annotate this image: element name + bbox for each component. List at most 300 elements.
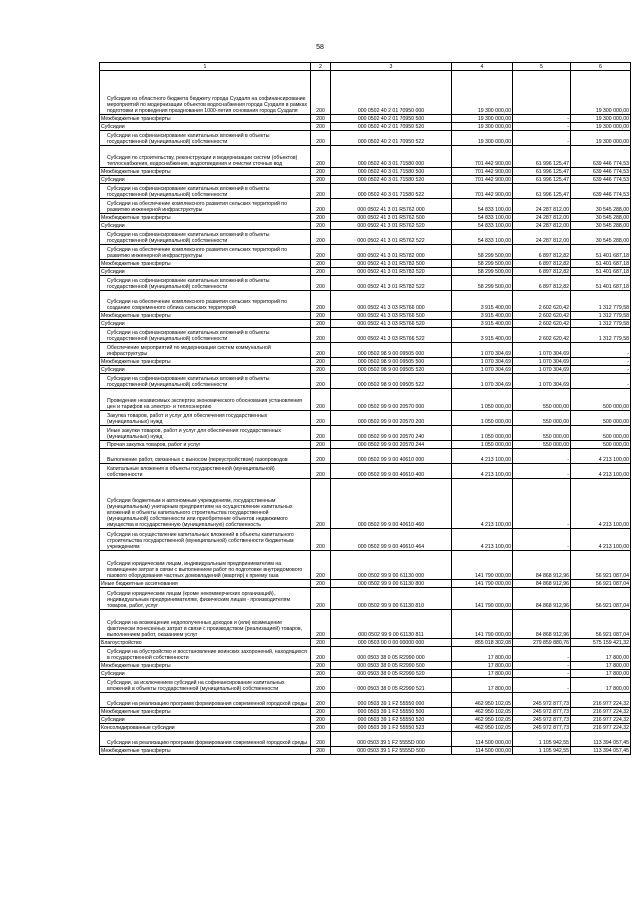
- row-admin-code: 200: [311, 291, 331, 312]
- row-approved: 701 442 900,00: [452, 176, 513, 184]
- row-approved: 701 442 900,00: [452, 184, 513, 199]
- row-executed: 61 996 125,47: [513, 168, 571, 176]
- row-name: Прочая закупка товаров, работ и услуг: [100, 441, 311, 449]
- row-approved: 4 213 100,00: [452, 529, 513, 551]
- row-name: Иные бюджетные ассигнования: [100, 580, 311, 588]
- row-name: Благоустройство: [100, 639, 311, 647]
- row-classification-code: 000 0502 41 3 03 R5766 520: [331, 320, 452, 328]
- row-approved: 1 050 000,00: [452, 411, 513, 426]
- row-executed: 550 000,00: [513, 441, 571, 449]
- row-name: Консолидированные субсидии: [100, 724, 311, 732]
- row-classification-code: 000 0502 99 9 00 61130 800: [331, 580, 452, 588]
- row-name: Субсидии на софинансирование капитальных вложений в объекты государственной (муниципальной) собственности: [100, 184, 311, 199]
- row-name: Субсидии: [100, 268, 311, 276]
- row-name: Закупка товаров, работ и услуг для обеспечения государственных (муниципальных) нужд: [100, 411, 311, 426]
- row-name: Субсидии: [100, 716, 311, 724]
- table-row: [100, 551, 631, 580]
- row-admin-code: 200: [311, 747, 331, 755]
- row-approved: 462 950 102,05: [452, 708, 513, 716]
- row-unexecuted: -: [571, 366, 631, 374]
- row-name: Субсидии на реализацию программ формирования современной городской среды: [100, 693, 311, 708]
- row-classification-code: 000 0502 40 2 01 70950 500: [331, 115, 452, 123]
- table-row: [100, 131, 631, 146]
- row-admin-code: 200: [311, 610, 331, 639]
- row-approved: 3 915 400,00: [452, 328, 513, 343]
- row-executed: -: [513, 479, 571, 529]
- row-unexecuted: 4 213 100,00: [571, 464, 631, 479]
- row-approved: 17 800,00: [452, 662, 513, 670]
- row-approved: 54 833 100,00: [452, 214, 513, 222]
- row-unexecuted: 113 394 057,45: [571, 747, 631, 755]
- row-classification-code: 000 0502 99 9 00 40610 464: [331, 529, 452, 551]
- header-col-3: 3: [331, 63, 452, 71]
- row-executed: -: [513, 464, 571, 479]
- row-classification-code: 000 0502 41 3 03 R5766 522: [331, 328, 452, 343]
- table-row: [100, 464, 631, 479]
- row-unexecuted: 500 000,00: [571, 441, 631, 449]
- row-approved: 1 070 304,69: [452, 343, 513, 358]
- row-executed: -: [513, 647, 571, 662]
- row-executed: 61 996 125,47: [513, 146, 571, 168]
- row-executed: -: [513, 662, 571, 670]
- table-row: [100, 268, 631, 276]
- row-approved: 4 213 100,00: [452, 464, 513, 479]
- header-col-6: 6: [571, 63, 631, 71]
- row-classification-code: 000 0502 41 3 03 R5766 000: [331, 291, 452, 312]
- row-executed: 2 602 620,42: [513, 328, 571, 343]
- row-unexecuted: 639 446 774,53: [571, 184, 631, 199]
- row-unexecuted: 1 312 779,58: [571, 320, 631, 328]
- row-classification-code: 000 0502 40 2 01 70950 000: [331, 71, 452, 115]
- row-unexecuted: 113 394 057,45: [571, 732, 631, 747]
- row-name: Проведение независимых экспертиз экономического обоснования установления цен и тарифов на электро- и теплоэнергию: [100, 389, 311, 411]
- row-unexecuted: 639 446 774,53: [571, 176, 631, 184]
- table-row: [100, 176, 631, 184]
- row-executed: -: [513, 123, 571, 131]
- row-classification-code: 000 0502 98 9 00 09505 520: [331, 366, 452, 374]
- table-row: [100, 115, 631, 123]
- table-row: [100, 670, 631, 678]
- row-unexecuted: 575 159 421,32: [571, 639, 631, 647]
- table-row: [100, 222, 631, 230]
- table-row: [100, 441, 631, 449]
- row-approved: 1 050 000,00: [452, 389, 513, 411]
- row-admin-code: 200: [311, 670, 331, 678]
- row-admin-code: 200: [311, 199, 331, 214]
- row-classification-code: 000 0502 99 9 00 61130 810: [331, 588, 452, 610]
- table-row: [100, 366, 631, 374]
- row-name: Субсидии бюджетным и автономным учреждениям, государственным (муниципальным) унитарным предприятиям на осуществление капитальных вложений в объекты капитального строительства государственной (муниципальной) собственности или приобретение объектов недвижимого имущества в государственную (муниципальную) собственность: [100, 479, 311, 529]
- row-admin-code: 200: [311, 168, 331, 176]
- row-unexecuted: 500 000,00: [571, 411, 631, 426]
- row-approved: 54 833 100,00: [452, 230, 513, 245]
- row-admin-code: 200: [311, 389, 331, 411]
- row-approved: 54 833 100,00: [452, 199, 513, 214]
- row-approved: 701 442 900,00: [452, 146, 513, 168]
- row-admin-code: 200: [311, 441, 331, 449]
- row-unexecuted: 19 300 000,00: [571, 123, 631, 131]
- row-name: Межбюджетные трансферты: [100, 358, 311, 366]
- row-approved: 3 915 400,00: [452, 320, 513, 328]
- table-row: [100, 358, 631, 366]
- table-row: [100, 312, 631, 320]
- row-name: Субсидии: [100, 366, 311, 374]
- row-classification-code: 000 0502 99 9 00 40610 000: [331, 449, 452, 464]
- row-approved: 4 213 100,00: [452, 479, 513, 529]
- row-name: Субсидии на осуществление капитальных вложений в объекты капитального строительства государственной (муниципальной) собственности бюджетным учреждениям: [100, 529, 311, 551]
- row-executed: 6 897 812,82: [513, 245, 571, 260]
- row-admin-code: 200: [311, 647, 331, 662]
- row-approved: 19 300 000,00: [452, 123, 513, 131]
- table-row: [100, 245, 631, 260]
- row-name: Межбюджетные трансферты: [100, 708, 311, 716]
- row-approved: 114 500 000,00: [452, 732, 513, 747]
- row-executed: 550 000,00: [513, 426, 571, 441]
- row-unexecuted: 4 213 100,00: [571, 479, 631, 529]
- row-name: Субсидии: [100, 123, 311, 131]
- row-admin-code: 200: [311, 343, 331, 358]
- row-executed: 1 070 304,69: [513, 366, 571, 374]
- table-row: [100, 320, 631, 328]
- row-executed: 245 972 877,73: [513, 724, 571, 732]
- row-approved: 462 950 102,05: [452, 693, 513, 708]
- row-classification-code: 000 0503 38 0 05 R2990 520: [331, 670, 452, 678]
- row-name: Субсидии на софинансирование капитальных вложений в объекты государственной (муниципальной) собственности: [100, 328, 311, 343]
- row-admin-code: 200: [311, 214, 331, 222]
- row-approved: 855 018 302,08: [452, 639, 513, 647]
- row-executed: 1 070 304,69: [513, 343, 571, 358]
- row-approved: 54 833 100,00: [452, 222, 513, 230]
- row-executed: 2 602 620,42: [513, 312, 571, 320]
- table-row: [100, 343, 631, 358]
- row-classification-code: 000 0503 00 0 00 00000 000: [331, 639, 452, 647]
- row-name: Субсидия по строительству, реконструкции и модернизации систем (объектов) теплоснабжения, водоснабжения, водоотведения и очистки сточных вод: [100, 146, 311, 168]
- row-executed: -: [513, 449, 571, 464]
- row-unexecuted: 56 921 087,04: [571, 580, 631, 588]
- row-unexecuted: 216 977 224,32: [571, 708, 631, 716]
- row-approved: 1 070 304,69: [452, 358, 513, 366]
- row-unexecuted: 17 800,00: [571, 670, 631, 678]
- row-classification-code: 000 0502 41 3 01 R5782 500: [331, 260, 452, 268]
- row-classification-code: 000 0502 98 9 00 09505 522: [331, 374, 452, 389]
- row-admin-code: 200: [311, 176, 331, 184]
- row-executed: 24 287 812,00: [513, 199, 571, 214]
- table-row: [100, 449, 631, 464]
- row-approved: 17 800,00: [452, 670, 513, 678]
- row-approved: 17 800,00: [452, 647, 513, 662]
- row-name: Субсидии на возмещение недополученных доходов и (или) возмещение фактически понесенных затрат в связи с производством (реализацией) товаров, выполнением работ, оказанием услуг: [100, 610, 311, 639]
- row-approved: 462 950 102,05: [452, 716, 513, 724]
- row-unexecuted: 17 800,00: [571, 678, 631, 693]
- row-admin-code: 200: [311, 146, 331, 168]
- row-admin-code: 200: [311, 588, 331, 610]
- budget-table: [99, 62, 631, 755]
- row-classification-code: 000 0502 41 3 01 R5762 522: [331, 230, 452, 245]
- row-name: Выполнение работ, связанных с выносом (переустройством) газопроводов: [100, 449, 311, 464]
- row-name: Субсидии на софинансирование капитальных вложений в объекты государственной (муниципальной) собственности: [100, 276, 311, 291]
- row-unexecuted: 639 446 774,53: [571, 146, 631, 168]
- row-classification-code: 000 0502 40 3 01 71580 522: [331, 184, 452, 199]
- row-executed: 245 972 877,73: [513, 693, 571, 708]
- row-classification-code: 000 0503 39 1 F2 55550 523: [331, 724, 452, 732]
- row-admin-code: 200: [311, 230, 331, 245]
- row-executed: 1 070 304,69: [513, 358, 571, 366]
- table-row: [100, 123, 631, 131]
- row-executed: -: [513, 529, 571, 551]
- row-admin-code: 200: [311, 358, 331, 366]
- row-name: Субсидии на софинансирование капитальных вложений в объекты государственной (муниципальной) собственности: [100, 131, 311, 146]
- row-executed: 61 996 125,47: [513, 176, 571, 184]
- row-unexecuted: 216 977 224,32: [571, 724, 631, 732]
- row-name: Субсидии: [100, 320, 311, 328]
- row-admin-code: 200: [311, 449, 331, 464]
- row-name: Субсидии юридическим лицам, индивидуальным предпринимателям на возмещение затрат в связи с выполнением работ по подготовке внутридомового газового оборудования частных домовладений (квартир) к приему газа: [100, 551, 311, 580]
- row-unexecuted: 4 213 100,00: [571, 449, 631, 464]
- row-classification-code: 000 0503 38 0 05 R2990 500: [331, 662, 452, 670]
- header-col-2: 2: [311, 63, 331, 71]
- table-row: [100, 260, 631, 268]
- row-executed: 550 000,00: [513, 389, 571, 411]
- table-row: [100, 693, 631, 708]
- row-admin-code: 200: [311, 411, 331, 426]
- row-approved: 462 950 102,05: [452, 724, 513, 732]
- row-admin-code: 200: [311, 276, 331, 291]
- row-admin-code: 200: [311, 268, 331, 276]
- row-admin-code: 200: [311, 71, 331, 115]
- row-classification-code: 000 0502 99 9 00 61130 811: [331, 610, 452, 639]
- table-row: [100, 199, 631, 214]
- table-row: [100, 146, 631, 168]
- row-executed: -: [513, 678, 571, 693]
- row-unexecuted: 17 800,00: [571, 647, 631, 662]
- table-row: [100, 647, 631, 662]
- table-row: [100, 426, 631, 441]
- table-row: [100, 639, 631, 647]
- row-name: Субсидии на обустройство и восстановление воинских захоронений, находящихся в государственной собственности: [100, 647, 311, 662]
- row-unexecuted: 19 300 000,00: [571, 115, 631, 123]
- row-unexecuted: 1 312 779,58: [571, 328, 631, 343]
- table-row: [100, 71, 631, 115]
- row-classification-code: 000 0503 39 1 F2 55550 520: [331, 716, 452, 724]
- table-row: [100, 708, 631, 716]
- row-classification-code: 000 0502 99 9 00 20570 244: [331, 441, 452, 449]
- row-admin-code: 200: [311, 320, 331, 328]
- row-executed: 550 000,00: [513, 411, 571, 426]
- row-admin-code: 200: [311, 464, 331, 479]
- row-admin-code: 200: [311, 115, 331, 123]
- row-executed: 6 897 812,82: [513, 276, 571, 291]
- row-classification-code: 000 0502 40 3 01 71580 500: [331, 168, 452, 176]
- row-executed: 245 972 877,73: [513, 708, 571, 716]
- row-unexecuted: 1 312 779,58: [571, 312, 631, 320]
- row-name: Обеспечение мероприятий по модернизации систем коммунальной инфраструктуры: [100, 343, 311, 358]
- row-name: Субсидии юридическим лицам (кроме некоммерческих организаций), индивидуальным предпринимателям, физическим лицам - производителям товаров, работ, услуг: [100, 588, 311, 610]
- table-row: [100, 184, 631, 199]
- row-admin-code: 200: [311, 260, 331, 268]
- row-unexecuted: -: [571, 343, 631, 358]
- row-name: Субсидии на софинансирование капитальных вложений в объекты государственной (муниципальной) собственности: [100, 230, 311, 245]
- page-number: 58: [316, 44, 324, 51]
- row-unexecuted: 30 545 288,00: [571, 214, 631, 222]
- row-classification-code: 000 0502 40 3 01 71580 000: [331, 146, 452, 168]
- row-classification-code: 000 0502 41 3 01 R5782 000: [331, 245, 452, 260]
- row-unexecuted: 500 000,00: [571, 389, 631, 411]
- row-executed: 2 602 620,42: [513, 320, 571, 328]
- row-executed: 279 859 880,76: [513, 639, 571, 647]
- row-unexecuted: 30 545 288,00: [571, 230, 631, 245]
- row-name: Субсидии, за исключением субсидий на софинансирование капитальных вложений в объекты государственной (муниципальной) собственности: [100, 678, 311, 693]
- table-row: [100, 479, 631, 529]
- row-name: Межбюджетные трансферты: [100, 312, 311, 320]
- row-executed: 84 868 912,96: [513, 610, 571, 639]
- row-classification-code: 000 0502 41 3 01 R5762 000: [331, 199, 452, 214]
- row-classification-code: 000 0502 99 9 00 61130 000: [331, 551, 452, 580]
- row-executed: 24 287 812,00: [513, 214, 571, 222]
- row-executed: 24 287 812,00: [513, 222, 571, 230]
- table-row: [100, 374, 631, 389]
- row-classification-code: 000 0503 38 0 05 R2990 521: [331, 678, 452, 693]
- header-col-5: 5: [513, 63, 571, 71]
- row-approved: 19 300 000,00: [452, 71, 513, 115]
- row-approved: 141 790 000,00: [452, 580, 513, 588]
- row-classification-code: 000 0502 99 9 00 20570 000: [331, 389, 452, 411]
- row-approved: 58 299 500,00: [452, 276, 513, 291]
- row-unexecuted: 1 312 779,58: [571, 291, 631, 312]
- row-admin-code: 200: [311, 479, 331, 529]
- table-row: [100, 580, 631, 588]
- row-admin-code: 200: [311, 312, 331, 320]
- row-approved: 701 442 900,00: [452, 168, 513, 176]
- row-unexecuted: 30 545 288,00: [571, 199, 631, 214]
- row-name: Субсидии: [100, 670, 311, 678]
- row-approved: 3 915 400,00: [452, 312, 513, 320]
- row-classification-code: 000 0502 41 3 01 R5782 520: [331, 268, 452, 276]
- row-admin-code: 200: [311, 639, 331, 647]
- row-executed: 61 996 125,47: [513, 184, 571, 199]
- table-row: [100, 389, 631, 411]
- row-admin-code: 200: [311, 551, 331, 580]
- row-name: Межбюджетные трансферты: [100, 260, 311, 268]
- row-classification-code: 000 0502 41 3 01 R5782 522: [331, 276, 452, 291]
- row-approved: 19 300 000,00: [452, 115, 513, 123]
- row-admin-code: 200: [311, 678, 331, 693]
- row-name: Субсидии на софинансирование капитальных вложений в объекты государственной (муниципальной) собственности: [100, 374, 311, 389]
- row-executed: 6 897 812,82: [513, 260, 571, 268]
- row-approved: 114 500 000,00: [452, 747, 513, 755]
- row-unexecuted: 216 977 224,32: [571, 716, 631, 724]
- row-executed: 24 287 812,00: [513, 230, 571, 245]
- row-classification-code: 000 0502 41 3 01 R5762 520: [331, 222, 452, 230]
- header-col-4: 4: [452, 63, 513, 71]
- row-executed: [513, 71, 571, 115]
- row-executed: 1 105 942,55: [513, 732, 571, 747]
- row-approved: 4 213 100,00: [452, 449, 513, 464]
- row-admin-code: 200: [311, 662, 331, 670]
- table-row: [100, 747, 631, 755]
- row-classification-code: 000 0502 40 3 01 71580 520: [331, 176, 452, 184]
- row-classification-code: 000 0503 38 0 05 R2990 000: [331, 647, 452, 662]
- row-executed: 245 972 877,73: [513, 716, 571, 724]
- row-classification-code: 000 0502 41 3 03 R5766 500: [331, 312, 452, 320]
- row-unexecuted: 4 213 100,00: [571, 529, 631, 551]
- row-name: Субсидии: [100, 176, 311, 184]
- row-name: Межбюджетные трансферты: [100, 115, 311, 123]
- header-col-1: 1: [100, 63, 311, 71]
- row-classification-code: 000 0503 39 1 F2 55550 500: [331, 708, 452, 716]
- row-admin-code: 200: [311, 732, 331, 747]
- row-approved: 17 800,00: [452, 678, 513, 693]
- row-approved: 141 790 000,00: [452, 551, 513, 580]
- row-admin-code: 200: [311, 366, 331, 374]
- row-admin-code: 200: [311, 222, 331, 230]
- row-name: Субсидии на обеспечение комплексного развития сельских территорий по созданию современного облика сельских территорий: [100, 291, 311, 312]
- row-classification-code: 000 0502 99 9 00 20570 240: [331, 426, 452, 441]
- row-classification-code: 000 0503 39 1 F2 5555D 500: [331, 747, 452, 755]
- row-classification-code: 000 0502 99 9 00 20570 200: [331, 411, 452, 426]
- row-unexecuted: 51 401 687,18: [571, 260, 631, 268]
- table-row: [100, 732, 631, 747]
- row-classification-code: 000 0502 98 9 00 09505 500: [331, 358, 452, 366]
- table-row: [100, 662, 631, 670]
- row-unexecuted: 19 300 000,00: [571, 131, 631, 146]
- table-row: [100, 230, 631, 245]
- row-name: Субсидии на обеспечение комплексного развития сельских территорий по развитию инженерной инфраструктуры: [100, 199, 311, 214]
- row-executed: 1 070 304,69: [513, 374, 571, 389]
- row-admin-code: 200: [311, 426, 331, 441]
- row-approved: 19 300 000,00: [452, 131, 513, 146]
- row-approved: 1 050 000,00: [452, 426, 513, 441]
- row-unexecuted: 56 921 087,04: [571, 588, 631, 610]
- row-unexecuted: 30 545 288,00: [571, 222, 631, 230]
- row-admin-code: 200: [311, 716, 331, 724]
- row-approved: 141 790 000,00: [452, 588, 513, 610]
- row-unexecuted: 51 401 687,18: [571, 276, 631, 291]
- row-unexecuted: -: [571, 358, 631, 366]
- row-name: Субсидии на реализацию программ формирования современной городской среды: [100, 732, 311, 747]
- row-admin-code: 200: [311, 529, 331, 551]
- table-row: [100, 168, 631, 176]
- row-name: Капитальные вложения в объекты государственной (муниципальной) собственности: [100, 464, 311, 479]
- row-classification-code: 000 0502 41 3 01 R5762 500: [331, 214, 452, 222]
- row-name: Субсидии на обеспечение комплексного развития сельских территорий по развитию инженерной инфраструктуры: [100, 245, 311, 260]
- row-executed: 84 868 912,96: [513, 551, 571, 580]
- table-row: [100, 276, 631, 291]
- row-classification-code: 000 0502 98 9 00 09505 000: [331, 343, 452, 358]
- row-classification-code: 000 0502 99 9 00 40610 400: [331, 464, 452, 479]
- row-executed: 84 868 912,96: [513, 588, 571, 610]
- row-approved: 1 070 304,69: [452, 374, 513, 389]
- table-row: [100, 411, 631, 426]
- row-unexecuted: 51 401 687,18: [571, 268, 631, 276]
- table-row: [100, 678, 631, 693]
- row-executed: 1 105 942,55: [513, 747, 571, 755]
- row-admin-code: 200: [311, 123, 331, 131]
- row-approved: 58 299 500,00: [452, 260, 513, 268]
- row-unexecuted: 216 977 224,32: [571, 693, 631, 708]
- row-approved: 1 070 304,69: [452, 366, 513, 374]
- table-row: [100, 724, 631, 732]
- table-row: [100, 214, 631, 222]
- row-approved: 58 299 500,00: [452, 245, 513, 260]
- table-header-row: [100, 63, 631, 71]
- row-unexecuted: 17 800,00: [571, 662, 631, 670]
- row-classification-code: 000 0502 99 9 00 40610 460: [331, 479, 452, 529]
- row-unexecuted: 500 000,00: [571, 426, 631, 441]
- row-name: Межбюджетные трансферты: [100, 168, 311, 176]
- row-name: Межбюджетные трансферты: [100, 214, 311, 222]
- row-admin-code: 200: [311, 245, 331, 260]
- row-unexecuted: 56 921 087,04: [571, 610, 631, 639]
